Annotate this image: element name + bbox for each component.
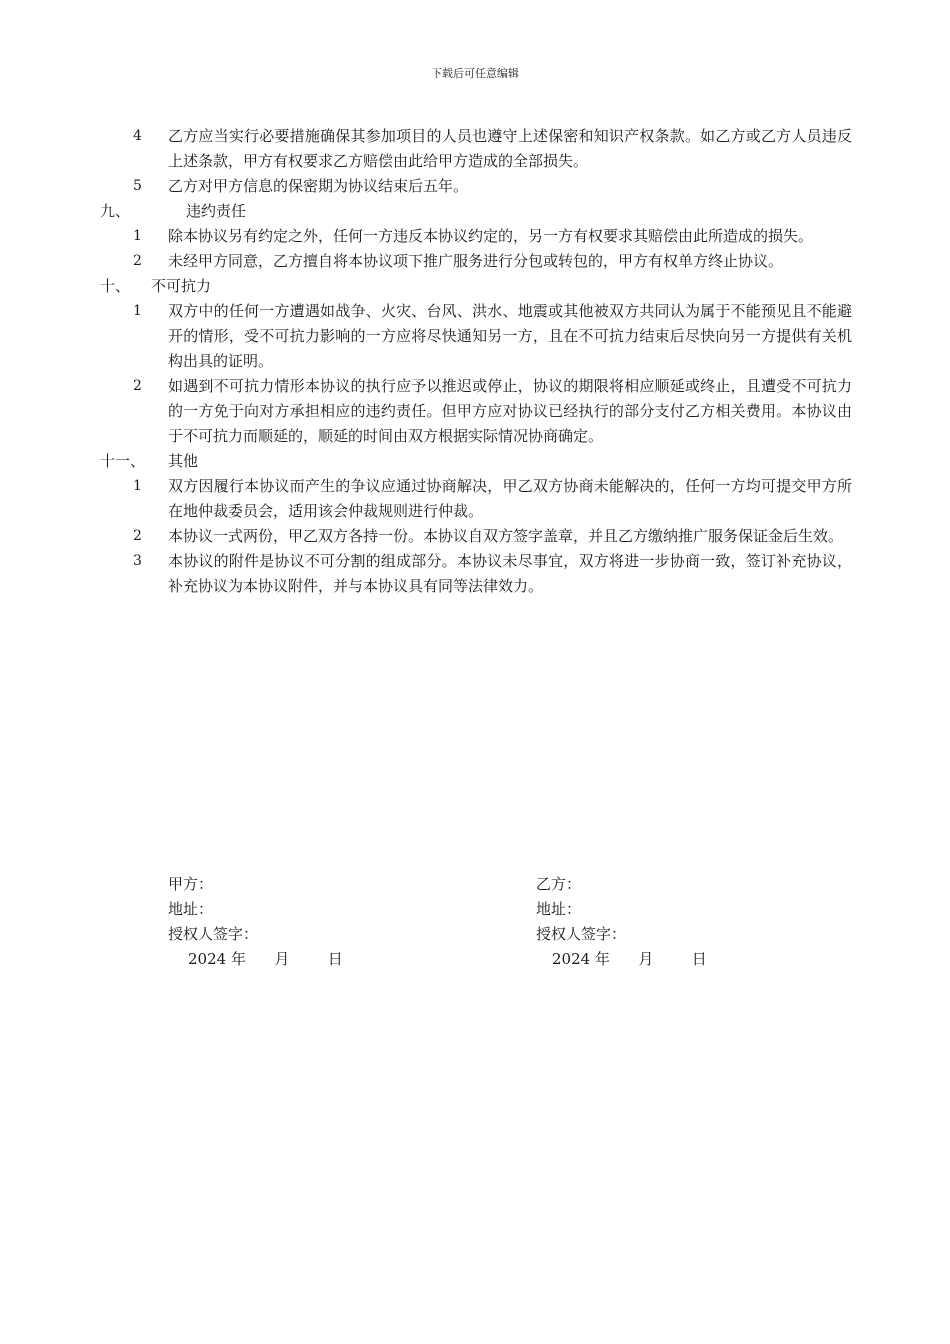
party-b-address-label: 地址： [536,900,582,918]
document-body [0,124,950,599]
clause-item [0,474,852,524]
party-a-date: 2024 年 月 日 [188,950,343,968]
clause-number: 1 [133,303,142,319]
clause-item [0,224,852,249]
clause-number: 5 [133,178,142,194]
clause-item [0,524,852,549]
clause-number: 2 [133,378,142,394]
section-number: 九、 [100,202,131,220]
clause-text: 本协议的附件是协议不可分割的组成部分。本协议未尽事宜，双方将进一步协商一致，签订补充协议，补充协议为本协议附件，并与本协议具有同等法律效力。 [168,552,852,595]
party-a-address-label: 地址： [168,900,214,918]
party-b-signer-label: 授权人签字： [536,925,627,943]
clause-text: 乙方应当实行必要措施确保其参加项目的人员也遵守上述保密和知识产权条款。如乙方或乙方人员违反上述条款，甲方有权要求乙方赔偿由此给甲方造成的全部损失。 [168,127,852,170]
section-heading [0,449,950,474]
section-title: 不可抗力 [151,277,212,295]
clause-text: 除本协议另有约定之外，任何一方违反本协议约定的，另一方有权要求其赔偿由此所造成的损失。 [168,227,814,245]
party-b-date: 2024 年 月 日 [552,950,707,968]
clause-number: 1 [133,478,142,494]
clause-text: 乙方对甲方信息的保密期为协议结束后五年。 [168,177,469,195]
clause-text: 双方因履行本协议而产生的争议应通过协商解决，甲乙双方协商未能解决的，任何一方均可提交甲方所在地仲裁委员会，适用该会仲裁规则进行仲裁。 [168,477,852,520]
section-number: 十一、 [100,452,146,470]
clause-number: 2 [133,528,142,544]
section-title: 其他 [168,452,199,470]
section-number: 十、 [100,277,131,295]
clause-number: 1 [133,228,142,244]
clause-text: 本协议一式两份，甲乙双方各持一份。本协议自双方签字盖章，并且乙方缴纳推广服务保证金后生效。 [168,527,844,545]
party-b-signature [536,872,707,972]
clause-number: 4 [133,128,142,144]
clause-item [0,124,852,174]
clause-number: 2 [133,253,142,269]
page-header: 下载后可任意编辑 [431,67,519,80]
clause-text: 如遇到不可抗力情形本协议的执行应予以推迟或停止，协议的期限将相应顺延或终止，且遭受不可抗力的一方免于向对方承担相应的违约责任。但甲方应对协议已经执行的部分支付乙方相关费用。本协议由于不可抗力而顺延的，顺延的时间由双方根据实际情况协商确定。 [168,377,852,445]
party-a-label: 甲方： [168,875,214,893]
clause-item [0,249,852,274]
clause-item [0,549,852,599]
signature-block [0,872,950,972]
clause-text: 双方中的任何一方遭遇如战争、火灾、台风、洪水、地震或其他被双方共同认为属于不能预见且不能避开的情形，受不可抗力影响的一方应将尽快通知另一方，且在不可抗力结束后尽快向另一方提供有关机构出具的证明。 [168,302,852,370]
party-a-signature [168,872,343,972]
party-b-label: 乙方： [536,875,582,893]
clause-number: 3 [133,553,142,569]
section-heading [0,274,950,299]
section-heading [0,199,950,224]
clause-item [0,299,852,374]
section-title: 违约责任 [186,202,247,220]
clause-item [0,174,852,199]
party-a-signer-label: 授权人签字： [168,925,259,943]
clause-text: 未经甲方同意，乙方擅自将本协议项下推广服务进行分包或转包的，甲方有权单方终止协议。 [168,252,784,270]
clause-item [0,374,852,449]
